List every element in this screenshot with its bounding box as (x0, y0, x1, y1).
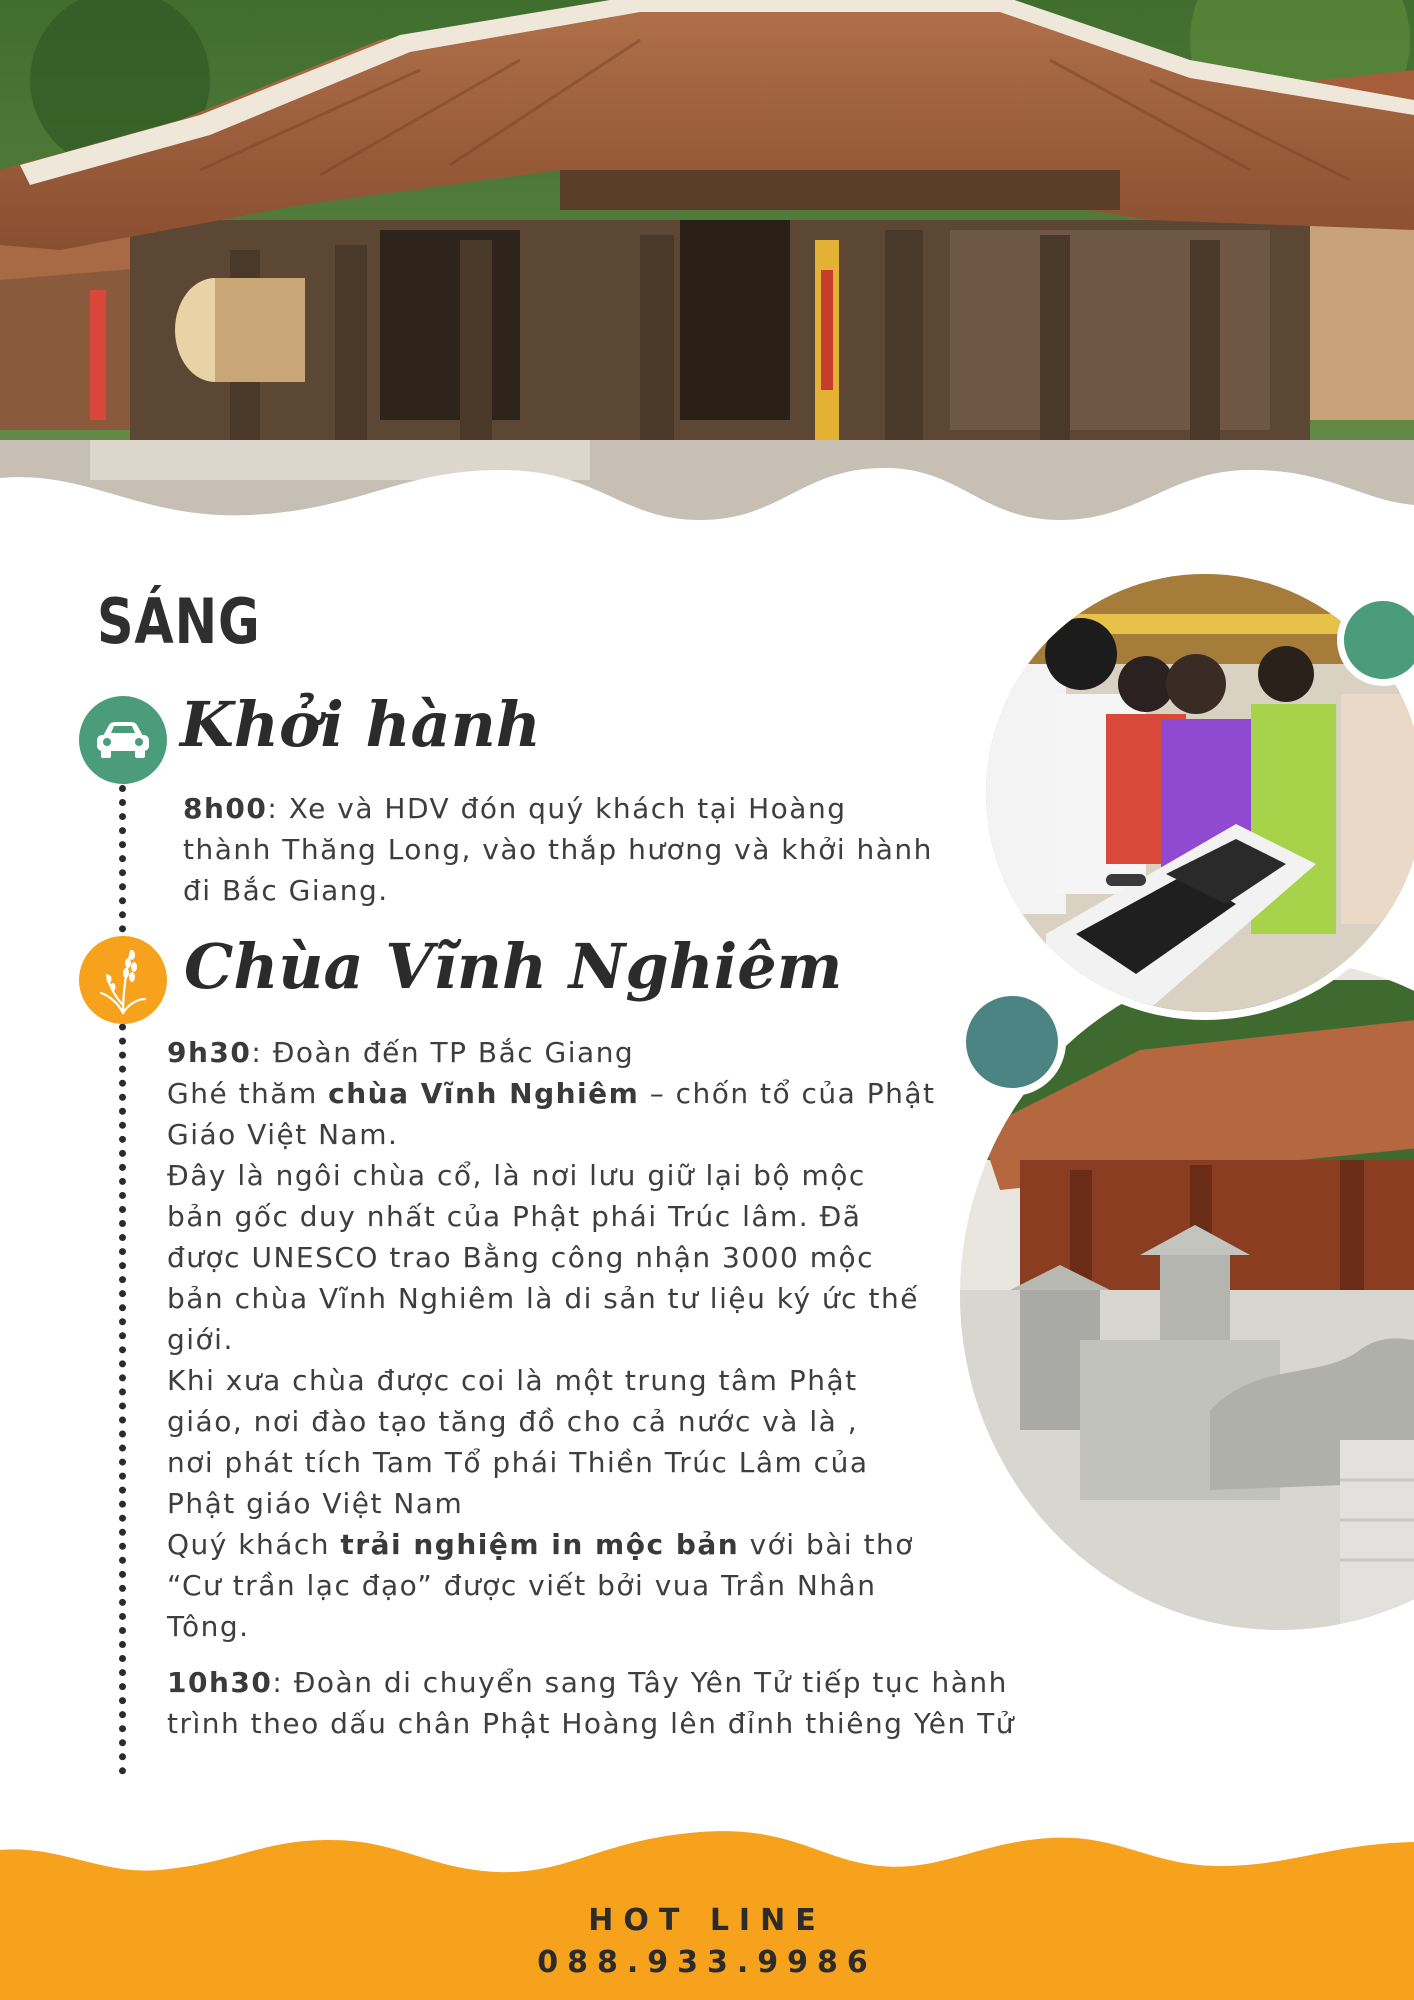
timeline-dotted-line (119, 785, 126, 1775)
car-icon (79, 696, 167, 784)
next-time: 10h30 (167, 1666, 273, 1699)
history-line-1: Đây là ngôi chùa cổ, là nơi lưu giữ lại bộ mộc (167, 1159, 866, 1192)
heading-khoi-hanh: Khởi hành (180, 688, 541, 761)
rice-plant-icon (79, 936, 167, 1024)
experience-text-post: với bài thơ (739, 1528, 914, 1561)
visit-text-post: – chốn tổ của Phật (639, 1077, 936, 1110)
decorative-teal-dot (958, 988, 1066, 1096)
past-line-3: nơi phát tích Tam Tổ phái Thiền Trúc Lâm của (167, 1446, 869, 1479)
departure-line-2: thành Thăng Long, vào thắp hương và khởi hành (183, 833, 933, 866)
arrival-time: 9h30 (167, 1036, 252, 1069)
departure-paragraph (183, 788, 953, 911)
experience-text-pre: Quý khách (167, 1528, 341, 1561)
visit-text-pre: Ghé thăm (167, 1077, 329, 1110)
experience-highlight: trải nghiệm in mộc bản (340, 1528, 740, 1561)
departure-line-3: đi Bắc Giang. (183, 874, 389, 907)
next-line-1: : Đoàn di chuyển sang Tây Yên Tử tiếp tục hành (272, 1666, 1008, 1699)
hotline-label: HOT LINE (588, 1903, 826, 1938)
history-line-5: giới. (167, 1323, 234, 1356)
past-line-4: Phật giáo Việt Nam (167, 1487, 464, 1520)
next-stop-paragraph (167, 1662, 1102, 1744)
section-title: SÁNG (97, 585, 261, 658)
hero-temple-photo (0, 0, 1414, 540)
arrival-text: : Đoàn đến TP Bắc Giang (251, 1036, 635, 1069)
departure-line-1: : Xe và HDV đón quý khách tại Hoàng (267, 792, 847, 825)
temple-paragraph (167, 1032, 954, 1647)
departure-time: 8h00 (183, 792, 268, 825)
past-line-1: Khi xưa chùa được coi là một trung tâm Phật (167, 1364, 858, 1397)
visit-text-tail: Giáo Việt Nam. (167, 1118, 399, 1151)
heading-chua-vinh-nghiem: Chùa Vĩnh Nghiêm (184, 930, 843, 1003)
hotline-number[interactable]: 088.933.9986 (537, 1945, 877, 1980)
history-line-4: bản chùa Vĩnh Nghiêm là di sản tư liệu ký ức thế (167, 1282, 919, 1315)
experience-line-2: “Cư trần lạc đạo” được viết bởi vua Trần Nhân (167, 1569, 877, 1602)
visit-temple-name: chùa Vĩnh Nghiêm (328, 1077, 640, 1110)
past-line-2: giáo, nơi đào tạo tăng đồ cho cả nước và là , (167, 1405, 859, 1438)
next-line-2: trình theo dấu chân Phật Hoàng lên đỉnh thiêng Yên Tử (167, 1707, 1015, 1740)
history-line-2: bản gốc duy nhất của Phật phái Trúc lâm. Đã (167, 1200, 862, 1233)
experience-line-3: Tông. (167, 1610, 250, 1643)
history-line-3: được UNESCO trao Bằng công nhận 3000 mộc (167, 1241, 875, 1274)
